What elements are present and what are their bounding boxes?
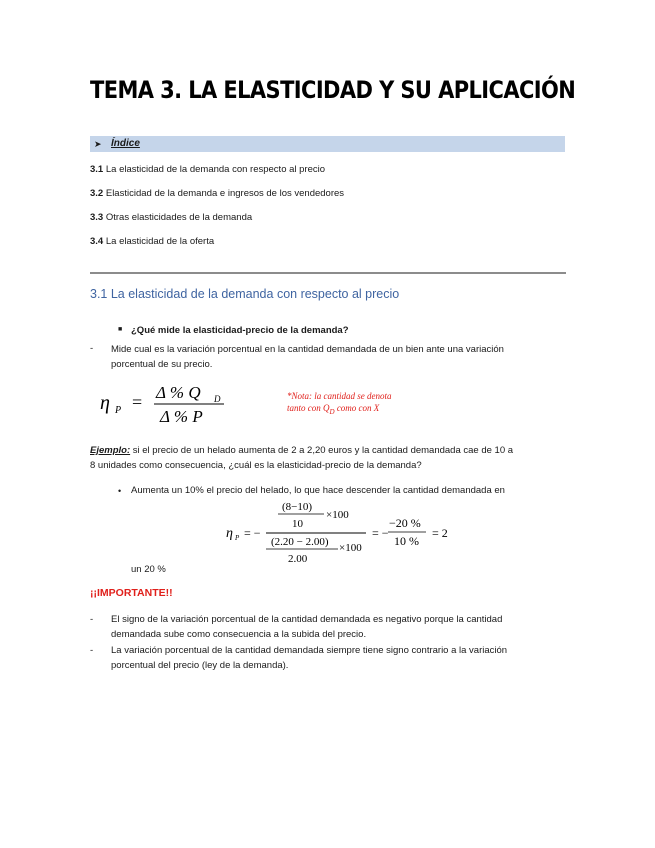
definition-line-1: Mide cual es la variación porcentual en la cantidad demandada de un bien ante una variación [111, 344, 504, 355]
important-item-2-line-2: porcentual del precio (ley de la demanda). [111, 660, 289, 671]
dash-bullet: - [90, 614, 94, 625]
formula-equals: = [132, 392, 143, 412]
important-item-1 [111, 612, 502, 642]
formula2-den-bottom: 2.00 [288, 553, 308, 565]
formula2-lhs: η [226, 526, 233, 541]
toc-text: Elasticidad de la demanda e ingresos de los vendedores [103, 188, 345, 199]
toc-text: La elasticidad de la demanda con respecto al precio [103, 164, 326, 175]
example-line-2: 8 unidades como consecuencia, ¿cuál es la elasticidad-precio de la demanda? [90, 460, 422, 471]
index-bar [90, 136, 565, 152]
note-line-1: *Nota: la cantidad se denota [287, 391, 392, 401]
dash-bullet: - [90, 343, 94, 354]
formula2-den-top: (2.20 − 2.00) [271, 536, 329, 548]
square-bullet-icon: ■ [118, 326, 123, 333]
formula2-den-mult: ×100 [339, 542, 362, 554]
formula-lhs: η [100, 392, 110, 414]
toc-item-3-4 [90, 236, 214, 247]
formula-numerator-sub: D [214, 394, 221, 404]
dash-bullet: - [90, 645, 94, 656]
example-line-1: Ejemplo: si el precio de un helado aumenta de 2 a 2,20 euros y la cantidad demandada cae de 10 a [90, 445, 514, 456]
formula-denominator: Δ % P [160, 407, 203, 426]
answer-line-2: un 20 % [131, 564, 166, 575]
answer-line-1: Aumenta un 10% el precio del helado, lo que hace descender la cantidad demandada en [131, 485, 505, 496]
formula2-result: = 2 [432, 526, 448, 540]
document-title: TEMA 3. LA ELASTICIDAD Y SU APLICACIÓN [90, 76, 576, 104]
formula2-num-mult: ×100 [326, 509, 349, 521]
toc-item-3-2 [90, 188, 344, 199]
formula2-eq2: = − [372, 526, 389, 540]
toc-item-3-3 [90, 212, 252, 223]
formula2-num-bottom: 10 [292, 518, 303, 530]
red-note [287, 390, 427, 418]
formula2-frac-bottom: 10 % [394, 534, 419, 548]
horizontal-divider [90, 272, 566, 274]
toc-item-3-1 [90, 164, 325, 175]
toc-number: 3.1 [90, 164, 104, 175]
important-item-2 [111, 643, 507, 673]
note-line-2: tanto con $Q_D$ como con X [287, 403, 380, 416]
important-item-1-line-1: El signo de la variación porcentual de la cantidad demandada es negativo porque la cantidad [111, 614, 503, 625]
index-label: Índice [111, 138, 140, 149]
definition-paragraph [111, 342, 504, 372]
formula2-eq1: = − [244, 526, 261, 540]
important-heading: ¡¡IMPORTANTE!! [90, 587, 173, 599]
formula-lhs-sub: P [115, 405, 122, 416]
toc-text: Otras elasticidades de la demanda [103, 212, 253, 223]
toc-number: 3.2 [90, 188, 104, 199]
formula2-frac-top: −20 % [389, 516, 421, 530]
toc-text: La elasticidad de la oferta [103, 236, 215, 247]
formula-numerator: Δ % Q [156, 383, 201, 402]
arrow-bullet-icon: ➤ [94, 139, 102, 149]
example-formula [226, 497, 466, 569]
section-heading: 3.1 La elasticidad de la demanda con respecto al precio [90, 287, 400, 301]
dot-bullet-icon: • [118, 486, 122, 496]
elasticity-formula [98, 378, 238, 428]
definition-line-2: porcentual de su precio. [111, 359, 213, 370]
formula2-lhs-sub: P [235, 534, 240, 542]
example-paragraph [90, 443, 513, 473]
question-text: ¿Qué mide la elasticidad-precio de la demanda? [131, 325, 349, 336]
example-label: Ejemplo: [90, 445, 131, 456]
important-item-1-line-2: demandada sube como consecuencia a la subida del precio. [111, 629, 367, 640]
toc-number: 3.3 [90, 212, 104, 223]
formula2-num-top: (8−10) [282, 501, 313, 513]
toc-number: 3.4 [90, 236, 104, 247]
important-item-2-line-1: La variación porcentual de la cantidad demandada siempre tiene signo contrario a la variación [111, 645, 508, 656]
